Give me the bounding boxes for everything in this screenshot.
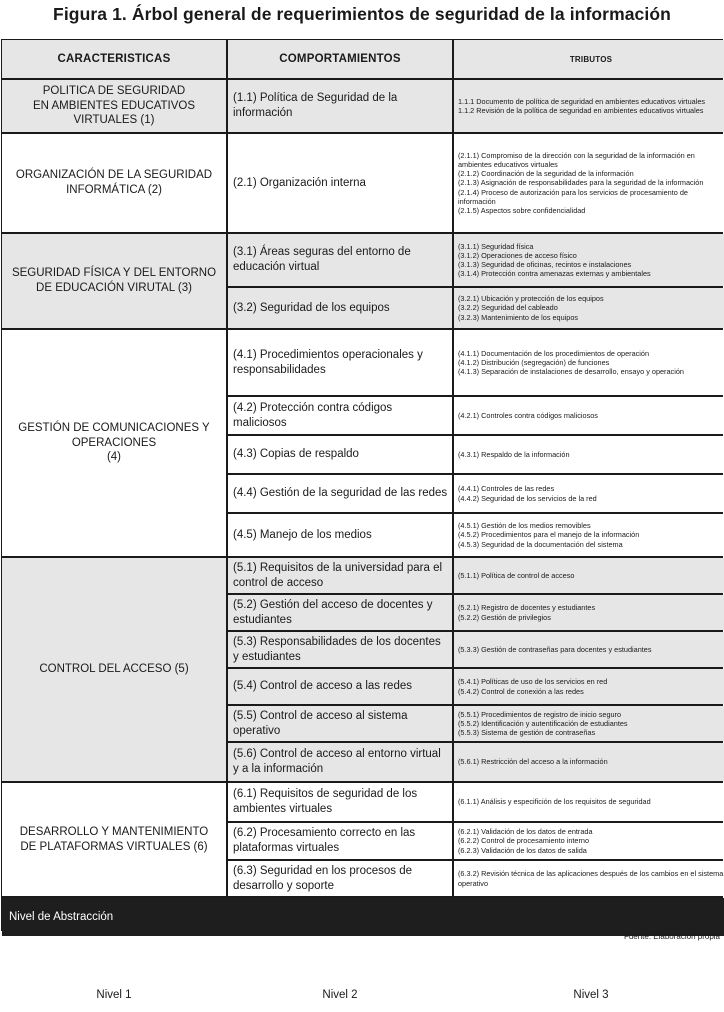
attribute-item: (2.1.2) Coordinación de la seguridad de la información bbox=[458, 169, 634, 179]
attributes-4-2 bbox=[454, 397, 724, 434]
level-1: Nivel 1 bbox=[2, 977, 226, 1012]
header-comportamientos: COMPORTAMIENTOS bbox=[228, 40, 452, 78]
attribute-item: (5.2.1) Registro de docentes y estudiantes bbox=[458, 603, 596, 613]
group-3-seguridad-fisica: SEGURIDAD FÍSICA Y DEL ENTORNO DE EDUCACIÓN VIRUTAL (3) bbox=[2, 234, 226, 328]
attribute-item: (6.2.3) Validación de los datos de salida bbox=[458, 845, 587, 855]
attribute-item: (4.3.1) Respaldo de la información bbox=[458, 449, 570, 459]
level-2: Nivel 2 bbox=[228, 977, 452, 1012]
attribute-item: (3.2.1) Ubicación y protección de los equipos bbox=[458, 294, 604, 304]
behavior-3-2: (3.2) Seguridad de los equipos bbox=[228, 288, 452, 328]
attribute-item: (3.1.2) Operaciones de acceso físico bbox=[458, 250, 577, 260]
attributes-5-1 bbox=[454, 558, 724, 593]
attribute-item: (5.4.1) Políticas de uso de los servicios en red bbox=[458, 677, 608, 687]
attribute-item: (5.5.1) Procedimientos de registro de inicio seguro bbox=[458, 709, 622, 719]
abstraction-level-header: Nivel de Abstracción bbox=[2, 898, 724, 936]
group-1-politica: POLITICA DE SEGURIDAD EN AMBIENTES EDUCATIVOS VIRTUALES (1) bbox=[2, 80, 226, 132]
attribute-item: (4.4.1) Controles de las redes bbox=[458, 484, 555, 494]
behavior-4-5: (4.5) Manejo de los medios bbox=[228, 514, 452, 556]
behavior-5-1: (5.1) Requisitos de la universidad para el control de acceso bbox=[228, 558, 452, 593]
level-3: Nivel 3 bbox=[454, 977, 724, 1012]
behavior-6-2: (6.2) Procesamiento correcto en las plataformas virtuales bbox=[228, 823, 452, 859]
attributes-6-1 bbox=[454, 783, 724, 821]
attribute-item: (2.1.5) Aspectos sobre confidencialidad bbox=[458, 205, 586, 215]
attribute-item: (5.4.2) Control de conexión a las redes bbox=[458, 686, 584, 696]
attributes-3-2 bbox=[454, 288, 724, 328]
behavior-4-4: (4.4) Gestión de la seguridad de las redes bbox=[228, 475, 452, 512]
attributes-4-3 bbox=[454, 436, 724, 473]
spacer-row bbox=[2, 938, 724, 975]
attribute-item: (6.2.1) Validación de los datos de entrada bbox=[458, 827, 593, 837]
attribute-item: (3.2.3) Mantenimiento de los equipos bbox=[458, 312, 579, 322]
behavior-6-3: (6.3) Seguridad en los procesos de desarrollo y soporte bbox=[228, 861, 452, 896]
behavior-5-4: (5.4) Control de acceso a las redes bbox=[228, 669, 452, 704]
attribute-item: (4.1.1) Documentación de los procedimientos de operación bbox=[458, 348, 650, 358]
attributes-4-5 bbox=[454, 514, 724, 556]
behavior-2-1: (2.1) Organización interna bbox=[228, 134, 452, 232]
behavior-1-1: (1.1) Política de Seguridad de la información bbox=[228, 80, 452, 132]
attribute-item: (6.2.2) Control de procesamiento interno bbox=[458, 836, 590, 846]
behavior-5-3: (5.3) Responsabilidades de los docentes y estudiantes bbox=[228, 632, 452, 667]
attributes-6-3 bbox=[454, 861, 724, 896]
group-2-organizacion: ORGANIZACIÓN DE LA SEGURIDAD INFORMÁTICA (2) bbox=[2, 134, 226, 232]
attributes-5-2 bbox=[454, 595, 724, 630]
attribute-item: (3.1.4) Protección contra amenazas externas y ambientales bbox=[458, 269, 651, 279]
behavior-3-1: (3.1) Áreas seguras del entorno de educación virtual bbox=[228, 234, 452, 286]
attribute-item: (4.5.1) Gestión de los medios removibles bbox=[458, 521, 591, 531]
attribute-item: 1.1.1 Documento de política de seguridad en ambientes educativos virtuales bbox=[458, 96, 706, 106]
attribute-item: (5.5.3) Sistema de gestión de contraseñas bbox=[458, 728, 596, 738]
attribute-item: (3.2.2) Seguridad del cableado bbox=[458, 303, 558, 313]
behavior-5-5: (5.5) Control de acceso al sistema operativo bbox=[228, 706, 452, 741]
attributes-4-1 bbox=[454, 330, 724, 395]
attribute-item: (5.6.1) Restricción del acceso a la información bbox=[458, 757, 608, 767]
attribute-item: (3.1.1) Seguridad física bbox=[458, 241, 534, 251]
attribute-item: (2.1.1) Compromiso de la dirección con la seguridad de la información en ambientes educativos virtuales bbox=[458, 151, 695, 170]
attributes-5-6 bbox=[454, 743, 724, 781]
attribute-item: (4.1.3) Separación de instalaciones de desarrollo, ensayo y operación bbox=[458, 367, 684, 377]
behavior-6-1: (6.1) Requisitos de seguridad de los ambientes virtuales bbox=[228, 783, 452, 821]
attribute-item: (3.1.3) Seguridad de oficinas, recintos e instalaciones bbox=[458, 260, 632, 269]
attribute-item: (4.1.2) Distribución (segregación) de funciones bbox=[458, 357, 610, 367]
behavior-4-3: (4.3) Copias de respaldo bbox=[228, 436, 452, 473]
attributes-5-3 bbox=[454, 632, 724, 667]
attribute-item: (5.3.3) Gestión de contraseñas para docentes y estudiantes bbox=[458, 644, 652, 654]
header-caracteristicas: CARACTERISTICAS bbox=[2, 40, 226, 78]
attribute-item: (4.2.1) Controles contra códigos maliciosos bbox=[458, 410, 598, 420]
attributes-5-4 bbox=[454, 669, 724, 704]
attribute-item: (5.1.1) Política de control de acceso bbox=[458, 570, 575, 580]
attribute-item: (2.1.3) Asignación de responsabilidades para la seguridad de la información bbox=[458, 178, 704, 188]
attribute-item: (4.4.2) Seguridad de los servicios de la red bbox=[458, 493, 597, 503]
attributes-5-5 bbox=[454, 706, 724, 741]
attributes-4-4 bbox=[454, 475, 724, 512]
behavior-5-2: (5.2) Gestión del acceso de docentes y estudiantes bbox=[228, 595, 452, 630]
group-4-gestion-comunicaciones: GESTIÓN DE COMUNICACIONES Y OPERACIONES (4) bbox=[2, 330, 226, 556]
attribute-item: (5.2.2) Gestión de privilegios bbox=[458, 612, 551, 622]
attribute-item: (6.1.1) Análisis y especifición de los requisitos de seguridad bbox=[458, 797, 651, 807]
behavior-4-2: (4.2) Protección contra códigos maliciosos bbox=[228, 397, 452, 434]
behavior-4-1: (4.1) Procedimientos operacionales y responsabilidades bbox=[228, 330, 452, 395]
group-5-control-acceso: CONTROL DEL ACCESO (5) bbox=[2, 558, 226, 781]
header-tributos: TRIBUTOS bbox=[454, 40, 724, 78]
source-note: Fuente: Elaboración propia bbox=[623, 932, 720, 941]
attribute-item: (5.5.2) Identificación y autentificación de estudiantes bbox=[458, 718, 628, 728]
behavior-5-6: (5.6) Control de acceso al entorno virtual y a la información bbox=[228, 743, 452, 781]
attribute-item: (2.1.4) Proceso de autorización para los servicios de procesamiento de información bbox=[458, 187, 688, 206]
attribute-item: (4.5.3) Seguridad de la documentación del sistema bbox=[458, 539, 623, 549]
attribute-item: (4.5.2) Procedimientos para el manejo de la información bbox=[458, 530, 640, 540]
attributes-1-1 bbox=[454, 80, 724, 132]
group-6-desarrollo: DESARROLLO Y MANTENIMIENTO DE PLATAFORMAS VIRTUALES (6) bbox=[2, 783, 226, 896]
attribute-item: 1.1.2 Revisión de la política de seguridad en ambientes educativos virtuales bbox=[458, 106, 704, 115]
attribute-item: (6.3.2) Revisión técnica de las aplicaciones después de los cambios en el sistema operativo bbox=[458, 869, 724, 888]
attributes-3-1 bbox=[454, 234, 724, 286]
attributes-6-2 bbox=[454, 823, 724, 859]
figure-title: Figura 1. Árbol general de requerimientos de seguridad de la información bbox=[53, 4, 671, 24]
attributes-2-1 bbox=[454, 134, 724, 232]
